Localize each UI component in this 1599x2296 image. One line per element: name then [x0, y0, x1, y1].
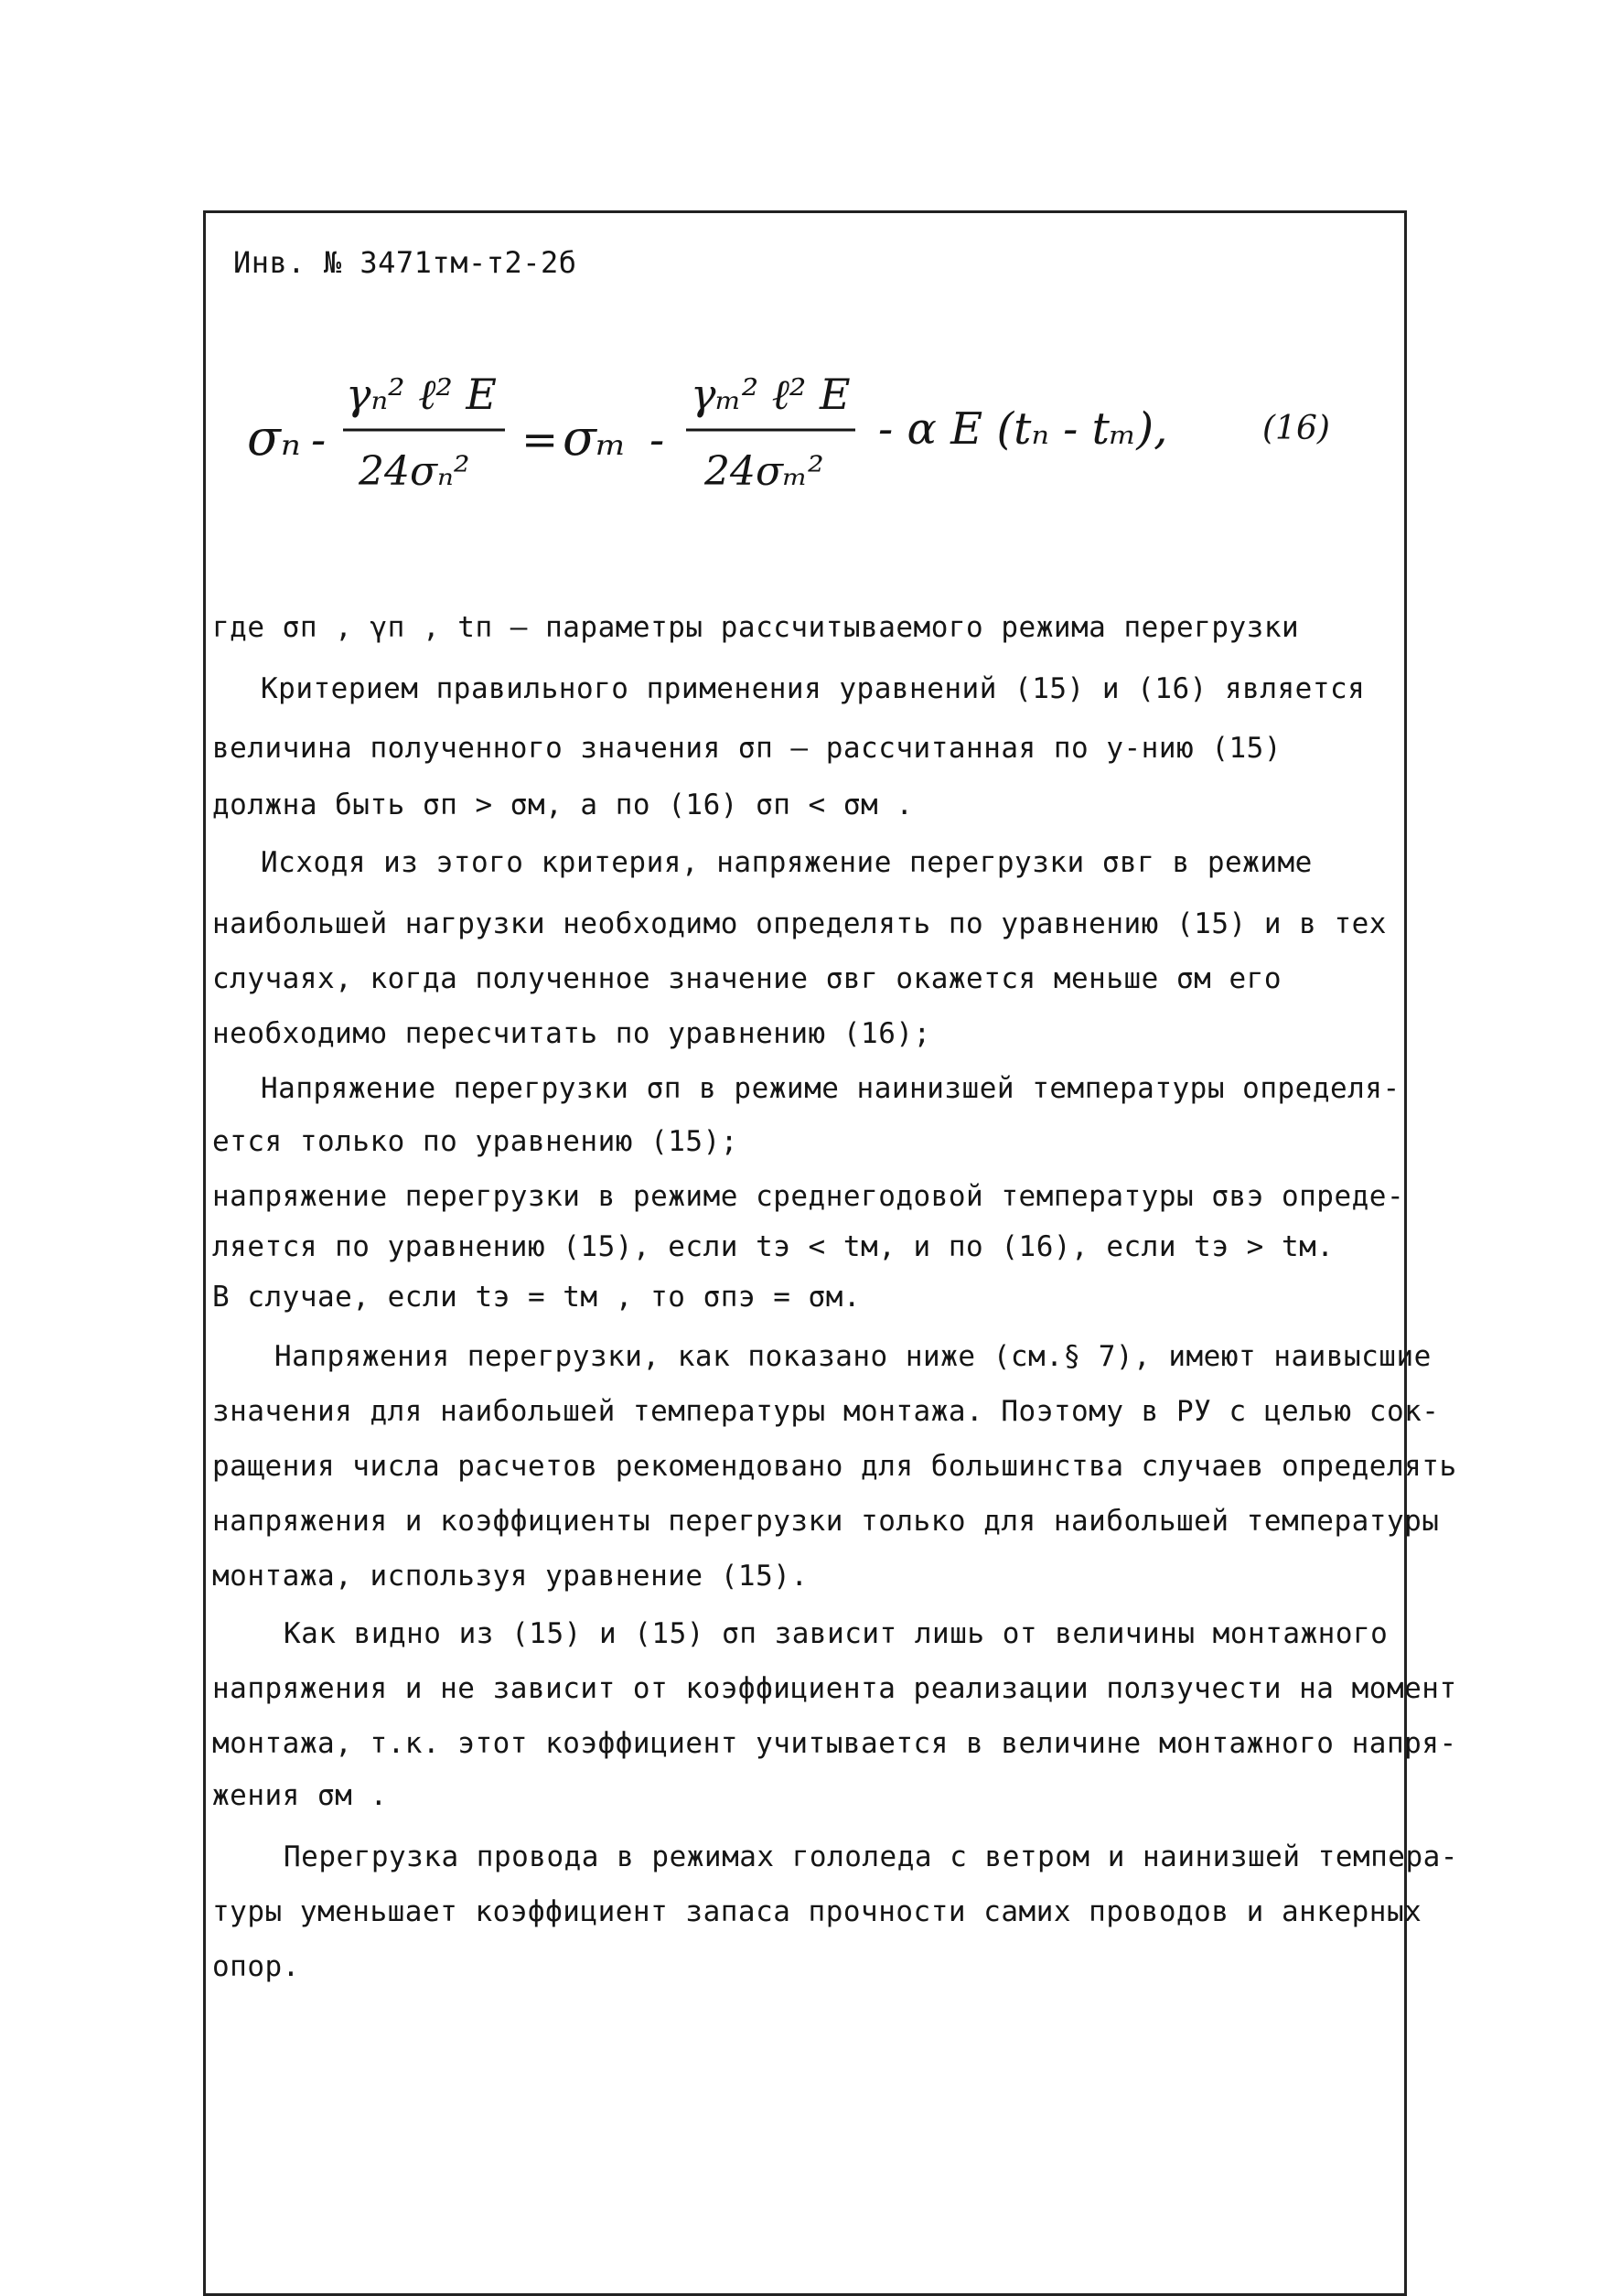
text-line: напряжение перегрузки в режиме среднегодовой температуры σвэ опреде- — [212, 1180, 1405, 1213]
formula-rhs-numerator: γₘ² ℓ² E — [691, 370, 851, 419]
text-line: напряжения и не зависит от коэффициента реализации ползучести на момент — [212, 1672, 1457, 1705]
text-line: необходимо пересчитать по уравнению (16); — [212, 1017, 931, 1050]
text-line: Напряжения перегрузки, как показано ниже (см.§ 7), имеют наивысшие — [274, 1340, 1432, 1373]
formula-tail: - α E (tₙ - tₘ), — [878, 403, 1168, 455]
text-line: должна быть σп > σм, а по (16) σп < σм . — [212, 789, 914, 821]
formula-rhs-denominator: 24σₘ² — [704, 448, 824, 495]
formula-mid-sigma: σₘ — [563, 409, 627, 467]
svg-text:-: - — [311, 414, 327, 466]
text-line: жения σм . — [212, 1779, 388, 1812]
text-line: величина полученного значения σп – рассчитанная по у-нию (15) — [212, 732, 1282, 765]
text-line: монтажа, используя уравнение (15). — [212, 1560, 809, 1593]
formula-number: (16) — [1262, 410, 1330, 447]
text-line: В случае, если tэ = tм , то σпэ = σм. — [212, 1281, 862, 1314]
text-line: Исходя из этого критерия, напряжение перегрузки σвг в режиме — [261, 846, 1313, 879]
text-line: монтажа, т.к. этот коэффициент учитывается в величине монтажного напря- — [212, 1727, 1457, 1760]
formula-lhs-denominator: 24σₙ² — [359, 448, 470, 495]
text-line: опор. — [212, 1950, 300, 1983]
svg-text:=: = — [521, 414, 559, 466]
text-line: напряжения и коэффициенты перегрузки только для наибольшей температуры — [212, 1505, 1440, 1538]
text-line: значения для наибольшей температуры монтажа. Поэтому в РУ с целью сок- — [212, 1395, 1440, 1428]
text-line: Критерием правильного применения уравнений (15) и (16) является — [261, 672, 1366, 705]
text-line: случаях, когда полученное значение σвг окажется меньше σм его — [212, 962, 1282, 995]
text-line: Перегрузка провода в режимах гололеда с ветром и наинизшей темпера- — [284, 1840, 1458, 1873]
text-line: наибольшей нагрузки необходимо определять по уравнению (15) и в тех — [212, 907, 1387, 940]
text-line: ется только по уравнению (15); — [212, 1125, 738, 1158]
svg-text:-: - — [649, 414, 665, 466]
formula-lhs-sigma: σₙ — [247, 409, 301, 467]
text-line: Как видно из (15) и (15) σп зависит лишь от величины монтажного — [284, 1617, 1389, 1650]
text-line: где σп , γп , tп – параметры рассчитываемого режима перегрузки — [212, 611, 1300, 644]
text-line: ращения числа расчетов рекомендовано для большинства случаев определять — [212, 1450, 1457, 1483]
text-line: туры уменьшает коэффициент запаса прочности самих проводов и анкерных — [212, 1895, 1422, 1928]
formula-16 — [247, 352, 1372, 517]
text-line: Напряжение перегрузки σп в режиме наинизшей температуры определя- — [261, 1072, 1400, 1105]
formula-lhs-numerator: γₙ² ℓ² E — [346, 370, 497, 419]
text-line: ляется по уравнению (15), если tэ < tм, и по (16), если tэ > tм. — [212, 1230, 1335, 1263]
inventory-number: Инв. № 3471тм-т2-2б — [233, 245, 577, 280]
